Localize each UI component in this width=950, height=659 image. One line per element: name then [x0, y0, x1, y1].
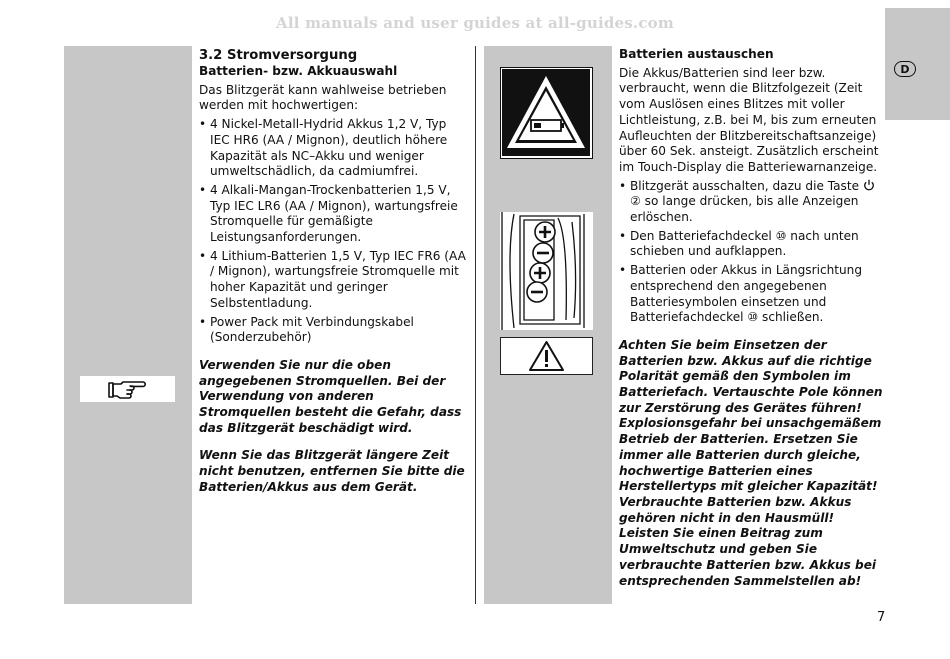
right-intro-text: Die Akkus/Batterien sind leer bzw. verbraucht, wenn die Blitzfolgezeit (Zeit vom Auslösen eines Blitzes mit voller Lichtleistung, z.B. bei M, bis zum erneuten Aufleuchten der Blitzbereitschaftsanzeige) über 60 Sek. ansteigt. Zusätzlich erscheint im Touch-Display die Batteriewarnanzeige.	[619, 65, 879, 174]
instruction-text: ② so lange drücken, bis alle Anzeigen erlöschen.	[630, 194, 859, 225]
note-lagerung: Wenn Sie das Blitzgerät längere Zeit nicht benutzen, entfernen Sie bitte die Batterien/Akkus aus dem Gerät.	[199, 448, 465, 494]
battery-warning-icon	[500, 67, 593, 159]
left-margin-column	[64, 46, 192, 604]
section-heading: 3.2 Stromversorgung	[199, 48, 358, 63]
note-stromquellen: Verwenden Sie nur die oben angegebenen Stromquellen. Bei der Verwendung von anderen Stromquellen besteht die Gefahr, dass das Blitzgerät beschädigt wird.	[199, 357, 462, 435]
list-item: • Den Batteriefachdeckel ⑩ nach unten schieben und aufklappen.	[619, 229, 885, 260]
power-icon	[863, 179, 875, 193]
battery-compartment-illustration	[500, 212, 593, 330]
right-column	[619, 47, 885, 589]
list-item: • Power Pack mit Verbindungskabel (Sonderzubehör)	[199, 315, 467, 346]
column-divider	[475, 46, 476, 604]
page-number: 7	[877, 610, 886, 625]
polarity-warning: Achten Sie beim Einsetzen der Batterien bzw. Akkus auf die richtige Polarität gemäß den Symbolen im Batteriefach. Vertauschte Pole können zur Zerstörung des Gerätes führen! Explosionsgefahr bei unsachgemäßem Betrieb der Batterien. Ersetzen Sie immer alle Batterien durch gleiche, hochwertige Batterien eines Herstellertyps mit gleicher Kapazität! Verbrauchte Batterien bzw. Akkus gehören nicht in den Hausmüll! Leisten Sie einen Beitrag zum Umweltschutz und geben Sie verbrauchte Batterien bzw. Akkus bei entsprechenden Sammelstellen ab!	[619, 337, 883, 588]
list-item: • 4 Nickel-Metall-Hydrid Akkus 1,2 V, Typ IEC HR6 (AA / Mignon), deutlich höhere Kapazität als NC–Akku und weniger umweltschädlich, da cadmiumfrei.	[199, 117, 467, 180]
instruction-text: Blitzgerät ausschalten, dazu die Taste	[629, 178, 860, 193]
list-item: • 4 Lithium-Batterien 1,5 V, Typ IEC FR6 (AA / Mignon), wartungsfreie Stromquelle mit hoher Kapazität und geringer Selbstentladung.	[199, 249, 467, 312]
instruction-list	[619, 179, 885, 326]
list-item	[619, 179, 885, 226]
right-heading: Batterien austauschen	[619, 47, 774, 61]
note-hand-icon	[80, 376, 175, 402]
intro-text: Das Blitzgerät kann wahlweise betrieben werden mit hochwertigen:	[199, 82, 447, 113]
list-item: • 4 Alkali-Mangan-Trockenbatterien 1,5 V, Typ IEC LR6 (AA / Mignon), wartungsfreie Stromquelle für gemäßigte Leistungsanforderungen.	[199, 183, 467, 246]
left-column	[199, 47, 467, 496]
watermark: All manuals and user guides at all-guides.com	[276, 14, 674, 32]
battery-type-list	[199, 117, 467, 346]
section-subheading: Batterien- bzw. Akkuauswahl	[199, 64, 398, 78]
caution-icon	[500, 337, 593, 375]
list-item: • Batterien oder Akkus in Längsrichtung entsprechend den angegebenen Batteriesymbolen einsetzen und Batteriefachdeckel ⑩ schließen.	[619, 263, 885, 326]
language-tab-label: D	[894, 61, 916, 77]
